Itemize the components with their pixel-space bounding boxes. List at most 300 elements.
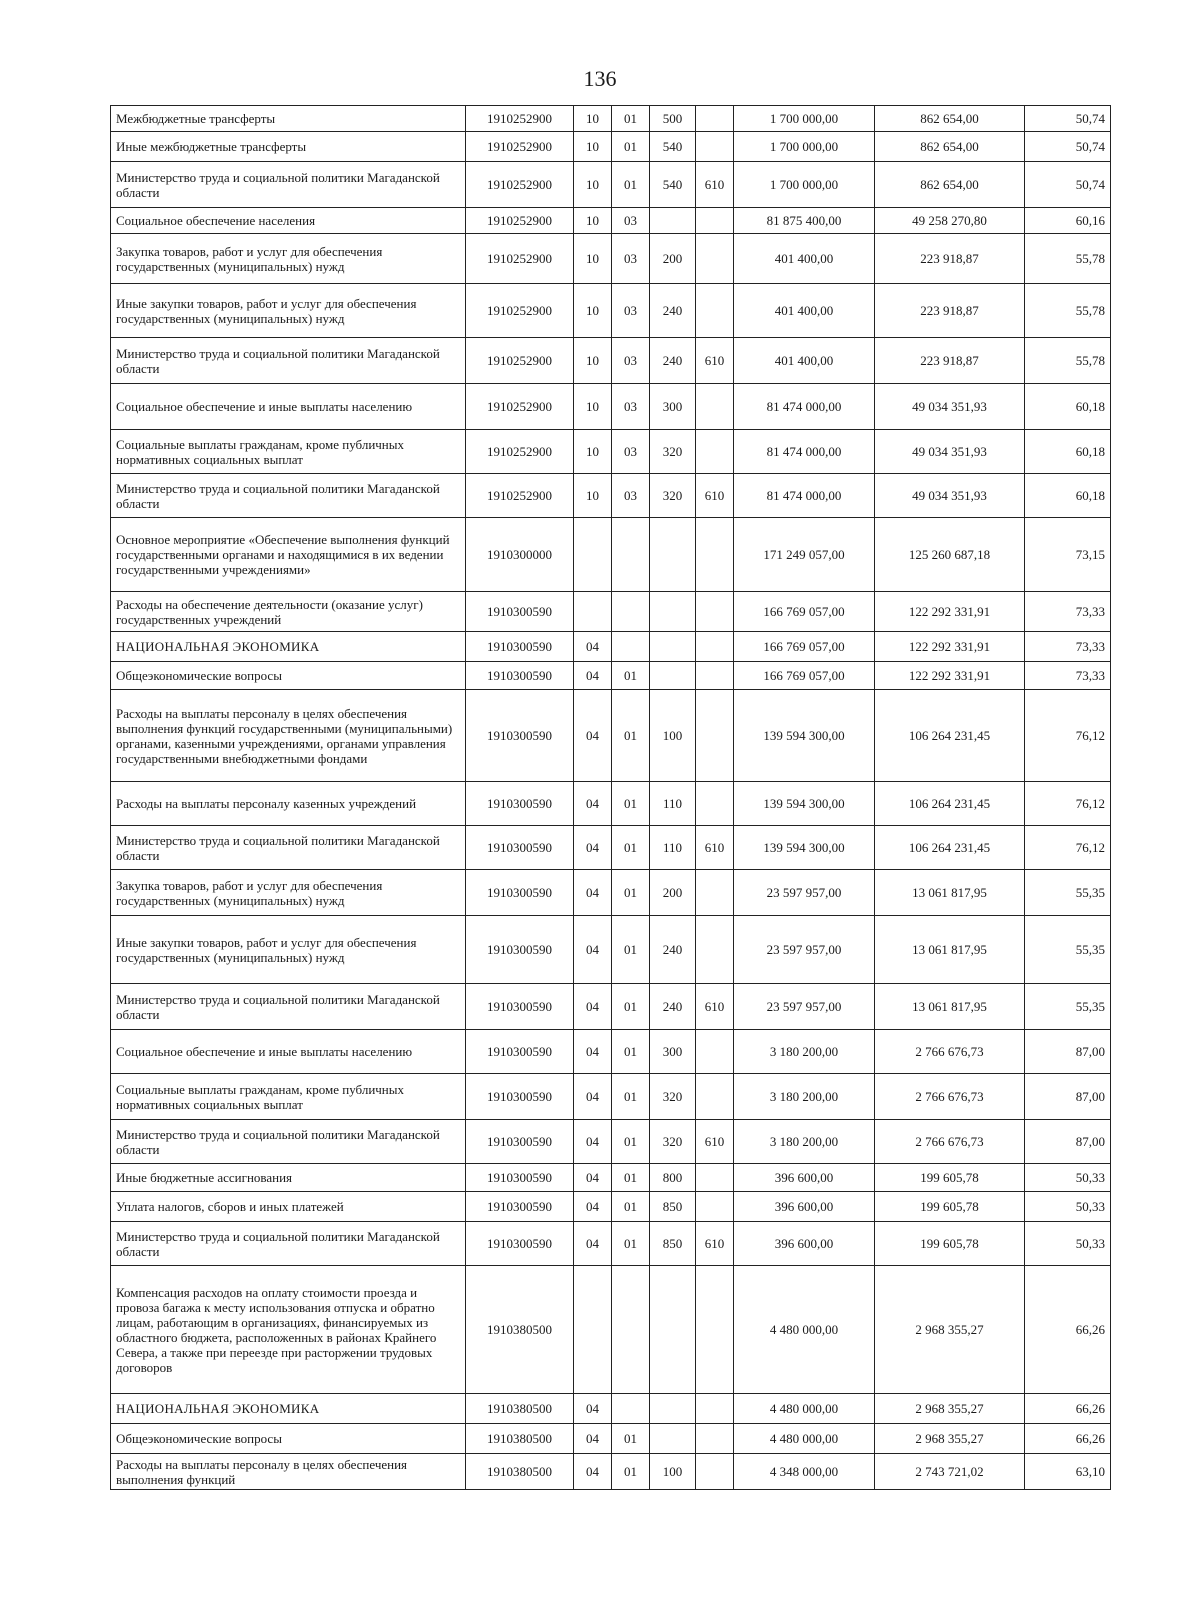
row-code-cell: 1910300590: [466, 1030, 574, 1074]
row-plan-cell: 4 480 000,00: [734, 1266, 875, 1394]
row-section-cell: 04: [574, 632, 612, 662]
row-plan-cell: 139 594 300,00: [734, 690, 875, 782]
row-name-cell: Социальные выплаты гражданам, кроме публичных нормативных социальных выплат: [111, 1074, 466, 1120]
row-code-cell: 1910300000: [466, 518, 574, 592]
row-expense-type-cell: 850: [650, 1222, 696, 1266]
row-name-cell: Расходы на выплаты персоналу в целях обеспечения выполнения функций государственными (муниципальными) органами, казенными учреждениями, органами управления государственными внебюджетными фондами: [111, 690, 466, 782]
row-code-cell: 1910300590: [466, 984, 574, 1030]
row-section-cell: 04: [574, 662, 612, 690]
table-row: [111, 1074, 1111, 1120]
row-fact-cell: 49 258 270,80: [875, 208, 1025, 234]
row-expense-type-cell: [650, 632, 696, 662]
row-name-cell: Закупка товаров, работ и услуг для обеспечения государственных (муниципальных) нужд: [111, 870, 466, 916]
row-admin-cell: [696, 1266, 734, 1394]
row-percent-cell: 55,35: [1025, 916, 1111, 984]
row-code-cell: 1910252900: [466, 284, 574, 338]
table-row: [111, 106, 1111, 132]
row-subsection-cell: 01: [612, 1222, 650, 1266]
row-code-cell: 1910300590: [466, 1074, 574, 1120]
row-plan-cell: 1 700 000,00: [734, 132, 875, 162]
row-code-cell: 1910300590: [466, 690, 574, 782]
table-row: [111, 632, 1111, 662]
row-section-cell: 10: [574, 338, 612, 384]
row-code-cell: 1910252900: [466, 474, 574, 518]
row-admin-cell: [696, 662, 734, 690]
row-expense-type-cell: 320: [650, 1120, 696, 1164]
row-plan-cell: 23 597 957,00: [734, 870, 875, 916]
row-percent-cell: 60,18: [1025, 474, 1111, 518]
row-name-cell: Закупка товаров, работ и услуг для обеспечения государственных (муниципальных) нужд: [111, 234, 466, 284]
row-percent-cell: 73,33: [1025, 632, 1111, 662]
row-section-cell: 10: [574, 384, 612, 430]
row-section-cell: 04: [574, 1454, 612, 1490]
row-name-cell: Социальное обеспечение и иные выплаты населению: [111, 384, 466, 430]
row-subsection-cell: 01: [612, 826, 650, 870]
row-code-cell: 1910300590: [466, 592, 574, 632]
row-expense-type-cell: 300: [650, 384, 696, 430]
row-section-cell: 04: [574, 1164, 612, 1192]
row-section-cell: 10: [574, 162, 612, 208]
row-expense-type-cell: 850: [650, 1192, 696, 1222]
row-expense-type-cell: 200: [650, 234, 696, 284]
row-expense-type-cell: 200: [650, 870, 696, 916]
table-row: [111, 782, 1111, 826]
row-plan-cell: 3 180 200,00: [734, 1074, 875, 1120]
row-subsection-cell: 03: [612, 384, 650, 430]
row-percent-cell: 60,18: [1025, 430, 1111, 474]
row-plan-cell: 396 600,00: [734, 1222, 875, 1266]
row-name-cell: Иные закупки товаров, работ и услуг для обеспечения государственных (муниципальных) нужд: [111, 916, 466, 984]
row-expense-type-cell: 540: [650, 132, 696, 162]
row-section-cell: 04: [574, 690, 612, 782]
row-fact-cell: 199 605,78: [875, 1222, 1025, 1266]
row-admin-cell: [696, 234, 734, 284]
row-admin-cell: [696, 782, 734, 826]
row-section-cell: 10: [574, 234, 612, 284]
table-row: [111, 284, 1111, 338]
row-name-cell: Иные межбюджетные трансферты: [111, 132, 466, 162]
row-plan-cell: 81 875 400,00: [734, 208, 875, 234]
row-plan-cell: 81 474 000,00: [734, 384, 875, 430]
row-plan-cell: 4 348 000,00: [734, 1454, 875, 1490]
row-fact-cell: 2 968 355,27: [875, 1424, 1025, 1454]
row-plan-cell: 171 249 057,00: [734, 518, 875, 592]
row-code-cell: 1910252900: [466, 132, 574, 162]
row-name-cell: Общеэкономические вопросы: [111, 1424, 466, 1454]
row-plan-cell: 81 474 000,00: [734, 430, 875, 474]
table-row: [111, 162, 1111, 208]
row-fact-cell: 13 061 817,95: [875, 916, 1025, 984]
row-percent-cell: 55,35: [1025, 984, 1111, 1030]
row-admin-cell: [696, 1454, 734, 1490]
row-subsection-cell: 01: [612, 1454, 650, 1490]
table-row: [111, 592, 1111, 632]
row-percent-cell: 76,12: [1025, 690, 1111, 782]
row-code-cell: 1910300590: [466, 782, 574, 826]
row-admin-cell: 610: [696, 1120, 734, 1164]
row-fact-cell: 862 654,00: [875, 132, 1025, 162]
row-expense-type-cell: [650, 1424, 696, 1454]
row-plan-cell: 396 600,00: [734, 1192, 875, 1222]
row-section-cell: 04: [574, 826, 612, 870]
row-section-cell: 10: [574, 430, 612, 474]
row-expense-type-cell: 240: [650, 338, 696, 384]
table-row: [111, 384, 1111, 430]
row-fact-cell: 122 292 331,91: [875, 632, 1025, 662]
row-name-cell: Министерство труда и социальной политики Магаданской области: [111, 162, 466, 208]
row-admin-cell: [696, 1394, 734, 1424]
row-name-cell: Основное мероприятие «Обеспечение выполнения функций государственными органами и находящимися в их ведении государственными учреждениями»: [111, 518, 466, 592]
row-name-cell: Расходы на обеспечение деятельности (оказание услуг) государственных учреждений: [111, 592, 466, 632]
row-name-cell: Расходы на выплаты персоналу казенных учреждений: [111, 782, 466, 826]
row-plan-cell: 4 480 000,00: [734, 1394, 875, 1424]
row-fact-cell: 223 918,87: [875, 338, 1025, 384]
row-fact-cell: 2 766 676,73: [875, 1120, 1025, 1164]
row-expense-type-cell: [650, 662, 696, 690]
row-admin-cell: 610: [696, 474, 734, 518]
row-subsection-cell: 01: [612, 916, 650, 984]
row-expense-type-cell: 540: [650, 162, 696, 208]
row-plan-cell: 396 600,00: [734, 1164, 875, 1192]
row-section-cell: 04: [574, 1030, 612, 1074]
row-plan-cell: 401 400,00: [734, 338, 875, 384]
table-row: [111, 1454, 1111, 1490]
row-name-cell: Министерство труда и социальной политики Магаданской области: [111, 474, 466, 518]
row-admin-cell: [696, 1424, 734, 1454]
row-admin-cell: [696, 132, 734, 162]
row-admin-cell: 610: [696, 162, 734, 208]
row-name-cell: НАЦИОНАЛЬНАЯ ЭКОНОМИКА: [111, 632, 466, 662]
table-row: [111, 662, 1111, 690]
row-expense-type-cell: 240: [650, 916, 696, 984]
row-name-cell: Министерство труда и социальной политики Магаданской области: [111, 1222, 466, 1266]
row-code-cell: 1910252900: [466, 384, 574, 430]
row-admin-cell: [696, 1030, 734, 1074]
row-plan-cell: 3 180 200,00: [734, 1030, 875, 1074]
row-subsection-cell: 01: [612, 870, 650, 916]
row-subsection-cell: 01: [612, 106, 650, 132]
row-expense-type-cell: 320: [650, 1074, 696, 1120]
row-fact-cell: 223 918,87: [875, 284, 1025, 338]
row-name-cell: Иные закупки товаров, работ и услуг для обеспечения государственных (муниципальных) нужд: [111, 284, 466, 338]
row-admin-cell: 610: [696, 984, 734, 1030]
row-code-cell: 1910252900: [466, 208, 574, 234]
row-code-cell: 1910300590: [466, 1192, 574, 1222]
row-percent-cell: 50,74: [1025, 132, 1111, 162]
row-subsection-cell: 01: [612, 1424, 650, 1454]
row-name-cell: Расходы на выплаты персоналу в целях обеспечения выполнения функций: [111, 1454, 466, 1490]
row-admin-cell: [696, 632, 734, 662]
row-fact-cell: 106 264 231,45: [875, 690, 1025, 782]
row-fact-cell: 13 061 817,95: [875, 870, 1025, 916]
row-fact-cell: 862 654,00: [875, 106, 1025, 132]
row-percent-cell: 50,74: [1025, 162, 1111, 208]
table-row: [111, 1164, 1111, 1192]
row-code-cell: 1910300590: [466, 632, 574, 662]
row-admin-cell: [696, 1074, 734, 1120]
row-fact-cell: 199 605,78: [875, 1192, 1025, 1222]
row-code-cell: 1910300590: [466, 662, 574, 690]
row-subsection-cell: 01: [612, 162, 650, 208]
row-name-cell: Иные бюджетные ассигнования: [111, 1164, 466, 1192]
row-admin-cell: [696, 690, 734, 782]
row-section-cell: 04: [574, 782, 612, 826]
table-row: [111, 208, 1111, 234]
row-percent-cell: 66,26: [1025, 1424, 1111, 1454]
row-section-cell: 04: [574, 1424, 612, 1454]
row-subsection-cell: 01: [612, 1074, 650, 1120]
row-percent-cell: 50,33: [1025, 1222, 1111, 1266]
row-section-cell: [574, 592, 612, 632]
row-plan-cell: 401 400,00: [734, 234, 875, 284]
row-admin-cell: 610: [696, 338, 734, 384]
row-percent-cell: 87,00: [1025, 1120, 1111, 1164]
table-row: [111, 1424, 1111, 1454]
row-section-cell: 04: [574, 1192, 612, 1222]
row-section-cell: 10: [574, 208, 612, 234]
row-expense-type-cell: 240: [650, 984, 696, 1030]
row-code-cell: 1910300590: [466, 826, 574, 870]
row-percent-cell: 66,26: [1025, 1394, 1111, 1424]
table-row: [111, 870, 1111, 916]
row-plan-cell: 81 474 000,00: [734, 474, 875, 518]
row-percent-cell: 73,33: [1025, 592, 1111, 632]
row-fact-cell: 223 918,87: [875, 234, 1025, 284]
table-row: [111, 338, 1111, 384]
row-admin-cell: [696, 870, 734, 916]
row-percent-cell: 63,10: [1025, 1454, 1111, 1490]
row-section-cell: 10: [574, 132, 612, 162]
row-admin-cell: [696, 430, 734, 474]
row-plan-cell: 166 769 057,00: [734, 592, 875, 632]
row-code-cell: 1910252900: [466, 106, 574, 132]
row-plan-cell: 166 769 057,00: [734, 632, 875, 662]
row-expense-type-cell: 320: [650, 430, 696, 474]
row-code-cell: 1910380500: [466, 1424, 574, 1454]
row-percent-cell: 55,78: [1025, 234, 1111, 284]
row-admin-cell: [696, 518, 734, 592]
row-name-cell: Министерство труда и социальной политики Магаданской области: [111, 826, 466, 870]
row-fact-cell: 2 968 355,27: [875, 1394, 1025, 1424]
budget-table: [110, 105, 1111, 1490]
row-percent-cell: 66,26: [1025, 1266, 1111, 1394]
table-row: [111, 1192, 1111, 1222]
row-name-cell: Министерство труда и социальной политики Магаданской области: [111, 984, 466, 1030]
row-admin-cell: [696, 106, 734, 132]
row-subsection-cell: [612, 632, 650, 662]
row-percent-cell: 87,00: [1025, 1030, 1111, 1074]
row-subsection-cell: 03: [612, 430, 650, 474]
table-row: [111, 518, 1111, 592]
row-subsection-cell: 03: [612, 208, 650, 234]
row-admin-cell: [696, 284, 734, 338]
row-percent-cell: 50,74: [1025, 106, 1111, 132]
table-row: [111, 916, 1111, 984]
table-row: [111, 690, 1111, 782]
table-row: [111, 984, 1111, 1030]
row-section-cell: 04: [574, 1120, 612, 1164]
row-name-cell: Социальное обеспечение и иные выплаты населению: [111, 1030, 466, 1074]
row-percent-cell: 76,12: [1025, 782, 1111, 826]
row-expense-type-cell: [650, 518, 696, 592]
row-subsection-cell: 03: [612, 338, 650, 384]
row-subsection-cell: 01: [612, 1164, 650, 1192]
table-row: [111, 234, 1111, 284]
row-fact-cell: 2 743 721,02: [875, 1454, 1025, 1490]
row-percent-cell: 60,16: [1025, 208, 1111, 234]
row-percent-cell: 50,33: [1025, 1192, 1111, 1222]
row-fact-cell: 106 264 231,45: [875, 826, 1025, 870]
row-section-cell: 10: [574, 474, 612, 518]
row-admin-cell: [696, 208, 734, 234]
row-code-cell: 1910252900: [466, 162, 574, 208]
row-plan-cell: 401 400,00: [734, 284, 875, 338]
row-name-cell: Общеэкономические вопросы: [111, 662, 466, 690]
row-code-cell: 1910300590: [466, 1164, 574, 1192]
row-percent-cell: 73,33: [1025, 662, 1111, 690]
row-admin-cell: 610: [696, 826, 734, 870]
row-plan-cell: 139 594 300,00: [734, 782, 875, 826]
row-subsection-cell: [612, 1394, 650, 1424]
row-fact-cell: 2 968 355,27: [875, 1266, 1025, 1394]
row-expense-type-cell: [650, 1266, 696, 1394]
row-fact-cell: 49 034 351,93: [875, 474, 1025, 518]
row-section-cell: 10: [574, 106, 612, 132]
row-subsection-cell: [612, 1266, 650, 1394]
row-subsection-cell: 01: [612, 690, 650, 782]
row-fact-cell: 122 292 331,91: [875, 592, 1025, 632]
row-expense-type-cell: [650, 592, 696, 632]
row-section-cell: 04: [574, 984, 612, 1030]
row-subsection-cell: [612, 518, 650, 592]
row-fact-cell: 125 260 687,18: [875, 518, 1025, 592]
row-fact-cell: 49 034 351,93: [875, 384, 1025, 430]
row-percent-cell: 55,78: [1025, 338, 1111, 384]
row-subsection-cell: 01: [612, 984, 650, 1030]
row-admin-cell: [696, 916, 734, 984]
row-expense-type-cell: 110: [650, 826, 696, 870]
row-percent-cell: 73,15: [1025, 518, 1111, 592]
row-expense-type-cell: [650, 1394, 696, 1424]
table-row: [111, 1266, 1111, 1394]
row-fact-cell: 2 766 676,73: [875, 1030, 1025, 1074]
row-name-cell: НАЦИОНАЛЬНАЯ ЭКОНОМИКА: [111, 1394, 466, 1424]
row-fact-cell: 199 605,78: [875, 1164, 1025, 1192]
row-code-cell: 1910380500: [466, 1454, 574, 1490]
row-name-cell: Социальные выплаты гражданам, кроме публичных нормативных социальных выплат: [111, 430, 466, 474]
row-admin-cell: [696, 1164, 734, 1192]
row-fact-cell: 49 034 351,93: [875, 430, 1025, 474]
row-subsection-cell: 01: [612, 662, 650, 690]
row-plan-cell: 139 594 300,00: [734, 826, 875, 870]
table-row: [111, 1394, 1111, 1424]
row-name-cell: Министерство труда и социальной политики Магаданской области: [111, 1120, 466, 1164]
row-fact-cell: 122 292 331,91: [875, 662, 1025, 690]
table-row: [111, 826, 1111, 870]
row-plan-cell: 3 180 200,00: [734, 1120, 875, 1164]
row-subsection-cell: 01: [612, 782, 650, 826]
row-code-cell: 1910300590: [466, 1120, 574, 1164]
row-fact-cell: 106 264 231,45: [875, 782, 1025, 826]
row-subsection-cell: 03: [612, 284, 650, 338]
row-section-cell: 04: [574, 870, 612, 916]
row-code-cell: 1910300590: [466, 916, 574, 984]
row-admin-cell: 610: [696, 1222, 734, 1266]
row-section-cell: [574, 1266, 612, 1394]
row-subsection-cell: 01: [612, 132, 650, 162]
row-percent-cell: 60,18: [1025, 384, 1111, 430]
table-row: [111, 474, 1111, 518]
row-section-cell: 04: [574, 916, 612, 984]
row-admin-cell: [696, 592, 734, 632]
row-fact-cell: 13 061 817,95: [875, 984, 1025, 1030]
row-subsection-cell: 03: [612, 234, 650, 284]
row-percent-cell: 76,12: [1025, 826, 1111, 870]
row-expense-type-cell: 500: [650, 106, 696, 132]
row-percent-cell: 87,00: [1025, 1074, 1111, 1120]
table-row: [111, 1222, 1111, 1266]
row-section-cell: [574, 518, 612, 592]
row-plan-cell: 4 480 000,00: [734, 1424, 875, 1454]
table-body: [111, 106, 1111, 1490]
row-section-cell: 04: [574, 1074, 612, 1120]
row-section-cell: 10: [574, 284, 612, 338]
table-row: [111, 430, 1111, 474]
table-row: [111, 1120, 1111, 1164]
row-plan-cell: 166 769 057,00: [734, 662, 875, 690]
row-code-cell: 1910300590: [466, 870, 574, 916]
row-expense-type-cell: 800: [650, 1164, 696, 1192]
row-subsection-cell: 01: [612, 1030, 650, 1074]
row-plan-cell: 1 700 000,00: [734, 106, 875, 132]
row-code-cell: 1910252900: [466, 338, 574, 384]
row-section-cell: 04: [574, 1222, 612, 1266]
row-subsection-cell: 01: [612, 1120, 650, 1164]
row-expense-type-cell: 300: [650, 1030, 696, 1074]
row-percent-cell: 55,78: [1025, 284, 1111, 338]
row-percent-cell: 50,33: [1025, 1164, 1111, 1192]
row-code-cell: 1910252900: [466, 234, 574, 284]
row-admin-cell: [696, 1192, 734, 1222]
row-plan-cell: 23 597 957,00: [734, 984, 875, 1030]
table-row: [111, 1030, 1111, 1074]
row-percent-cell: 55,35: [1025, 870, 1111, 916]
row-expense-type-cell: [650, 208, 696, 234]
row-code-cell: 1910252900: [466, 430, 574, 474]
row-subsection-cell: 03: [612, 474, 650, 518]
row-name-cell: Компенсация расходов на оплату стоимости проезда и провоза багажа к месту использования отпуска и обратно лицам, работающим в организациях, финансируемых из областного бюджета, расположенных в районах Крайнего Севера, а также при переезде при расторжении трудовых договоров: [111, 1266, 466, 1394]
row-name-cell: Межбюджетные трансферты: [111, 106, 466, 132]
row-expense-type-cell: 320: [650, 474, 696, 518]
row-section-cell: 04: [574, 1394, 612, 1424]
row-name-cell: Социальное обеспечение населения: [111, 208, 466, 234]
row-code-cell: 1910380500: [466, 1266, 574, 1394]
row-expense-type-cell: 110: [650, 782, 696, 826]
table-row: [111, 132, 1111, 162]
row-expense-type-cell: 100: [650, 690, 696, 782]
row-plan-cell: 23 597 957,00: [734, 916, 875, 984]
row-fact-cell: 862 654,00: [875, 162, 1025, 208]
row-name-cell: Министерство труда и социальной политики Магаданской области: [111, 338, 466, 384]
row-name-cell: Уплата налогов, сборов и иных платежей: [111, 1192, 466, 1222]
row-expense-type-cell: 100: [650, 1454, 696, 1490]
row-admin-cell: [696, 384, 734, 430]
row-plan-cell: 1 700 000,00: [734, 162, 875, 208]
row-subsection-cell: [612, 592, 650, 632]
row-subsection-cell: 01: [612, 1192, 650, 1222]
row-code-cell: 1910300590: [466, 1222, 574, 1266]
row-fact-cell: 2 766 676,73: [875, 1074, 1025, 1120]
